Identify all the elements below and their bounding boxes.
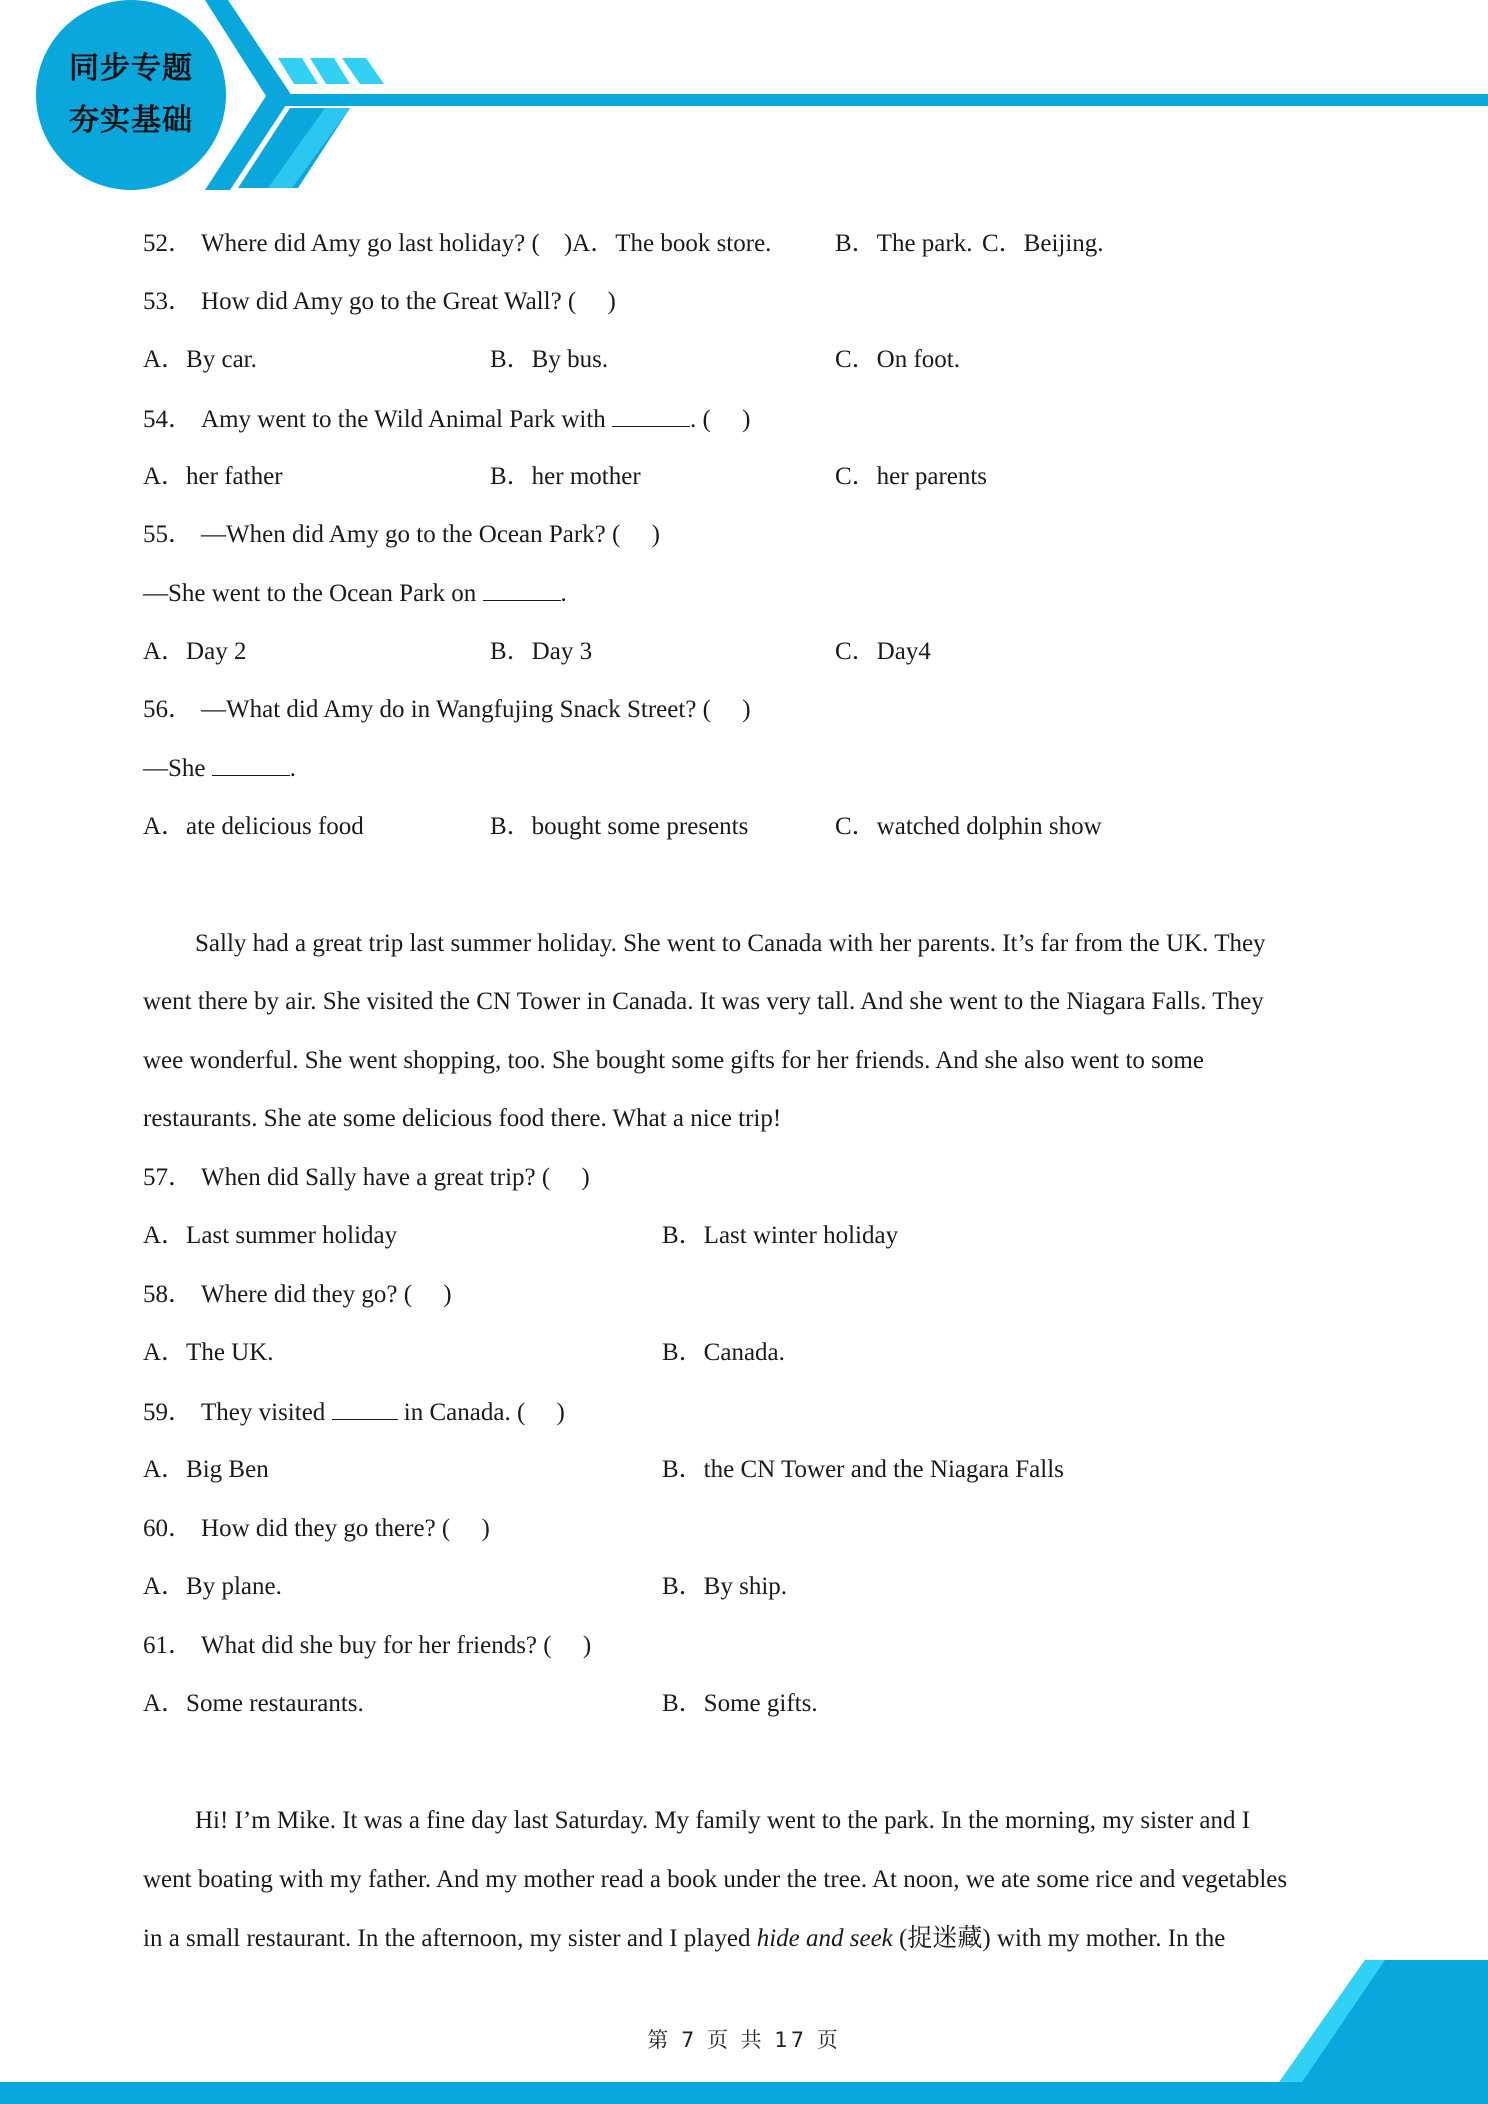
question-58-option-a: A．The UK. xyxy=(143,1339,274,1366)
passage-mike-line-1: Hi! I’m Mike. It was a fine day last Saturday. My family went to the park. In the morning, my sister and I xyxy=(195,1807,1251,1834)
badge-line-2: 夯实基础 xyxy=(69,103,193,138)
question-58-option-b: B．Canada. xyxy=(662,1339,785,1366)
answer-blank xyxy=(612,404,690,427)
passage-sally-line-3: wee wonderful. She went shopping, too. She bought some gifts for her friends. And she also went to some xyxy=(143,1047,1204,1074)
question-60: 60． How did they go there? ( ) xyxy=(143,1515,490,1542)
passage-mike-line-2: went boating with my father. And my mother read a book under the tree. At noon, we ate some rice and vegetables xyxy=(143,1866,1288,1893)
passage-sally-line-2: went there by air. She visited the CN Tower in Canada. It was very tall. And she went to the Niagara Falls. They xyxy=(143,988,1264,1015)
question-55-option-b: B．Day 3 xyxy=(490,638,593,665)
question-53: 53． How did Amy go to the Great Wall? ( ) xyxy=(143,288,616,315)
question-61-option-a: A．Some restaurants. xyxy=(143,1690,364,1717)
page-number: 第 7 页 共 17 页 xyxy=(647,2028,841,2052)
question-56: 56． —What did Amy do in Wangfujing Snack Street? ( ) xyxy=(143,696,751,723)
question-54-option-b: B．her mother xyxy=(490,463,641,490)
question-55-option-c: C．Day4 xyxy=(835,638,931,665)
question-59-option-b: B．the CN Tower and the Niagara Falls xyxy=(662,1456,1064,1483)
question-54: 54． Amy went to the Wild Animal Park with . ( ) xyxy=(143,406,751,433)
question-57-option-a: A．Last summer holiday xyxy=(143,1222,398,1249)
answer-blank xyxy=(332,1397,398,1420)
passage-sally-line-1: Sally had a great trip last summer holiday. She went to Canada with her parents. It’s far from the UK. They xyxy=(195,930,1266,957)
italic-phrase: hide and seek xyxy=(756,1925,893,1952)
question-52-option-b: B．The park. xyxy=(835,230,973,257)
question-61-option-b: B．Some gifts. xyxy=(662,1690,818,1717)
question-53-option-b: B．By bus. xyxy=(490,346,609,373)
badge-line-1: 同步专题 xyxy=(69,51,193,86)
question-55-option-a: A．Day 2 xyxy=(143,638,247,665)
question-59: 59． They visited in Canada. ( ) xyxy=(143,1399,565,1426)
question-52: 52． Where did Amy go last holiday? ( )A．The book store. xyxy=(143,230,772,257)
question-60-option-b: B．By ship. xyxy=(662,1573,788,1600)
question-52-option-c: C．Beijing. xyxy=(982,230,1104,257)
question-60-option-a: A．By plane. xyxy=(143,1573,282,1600)
passage-sally-line-4: restaurants. She ate some delicious food there. What a nice trip! xyxy=(143,1105,782,1132)
question-54-option-c: C．her parents xyxy=(835,463,988,490)
question-56-option-b: B．bought some presents xyxy=(490,813,749,840)
question-55-answer-line: —She went to the Ocean Park on . xyxy=(143,580,567,607)
question-54-option-a: A．her father xyxy=(143,463,283,490)
question-53-option-a: A．By car. xyxy=(143,346,257,373)
question-56-option-c: C．watched dolphin show xyxy=(835,813,1102,840)
question-53-option-c: C．On foot. xyxy=(835,346,961,373)
question-55: 55． —When did Amy go to the Ocean Park? ( ) xyxy=(143,521,660,548)
question-57-option-b: B．Last winter holiday xyxy=(662,1222,899,1249)
question-59-option-a: A．Big Ben xyxy=(143,1456,269,1483)
question-56-answer-line: —She . xyxy=(143,755,296,782)
passage-mike-line-3: in a small restaurant. In the afternoon, my sister and I played hide and seek (捉迷藏) with my mother. In the xyxy=(143,1925,1226,1952)
question-61: 61． What did she buy for her friends? ( ) xyxy=(143,1632,592,1659)
question-56-option-a: A．ate delicious food xyxy=(143,813,364,840)
header-badge xyxy=(36,0,226,190)
question-58: 58． Where did they go? ( ) xyxy=(143,1281,452,1308)
question-57: 57． When did Sally have a great trip? ( ) xyxy=(143,1164,590,1191)
answer-blank xyxy=(483,578,561,601)
answer-blank xyxy=(212,753,290,776)
